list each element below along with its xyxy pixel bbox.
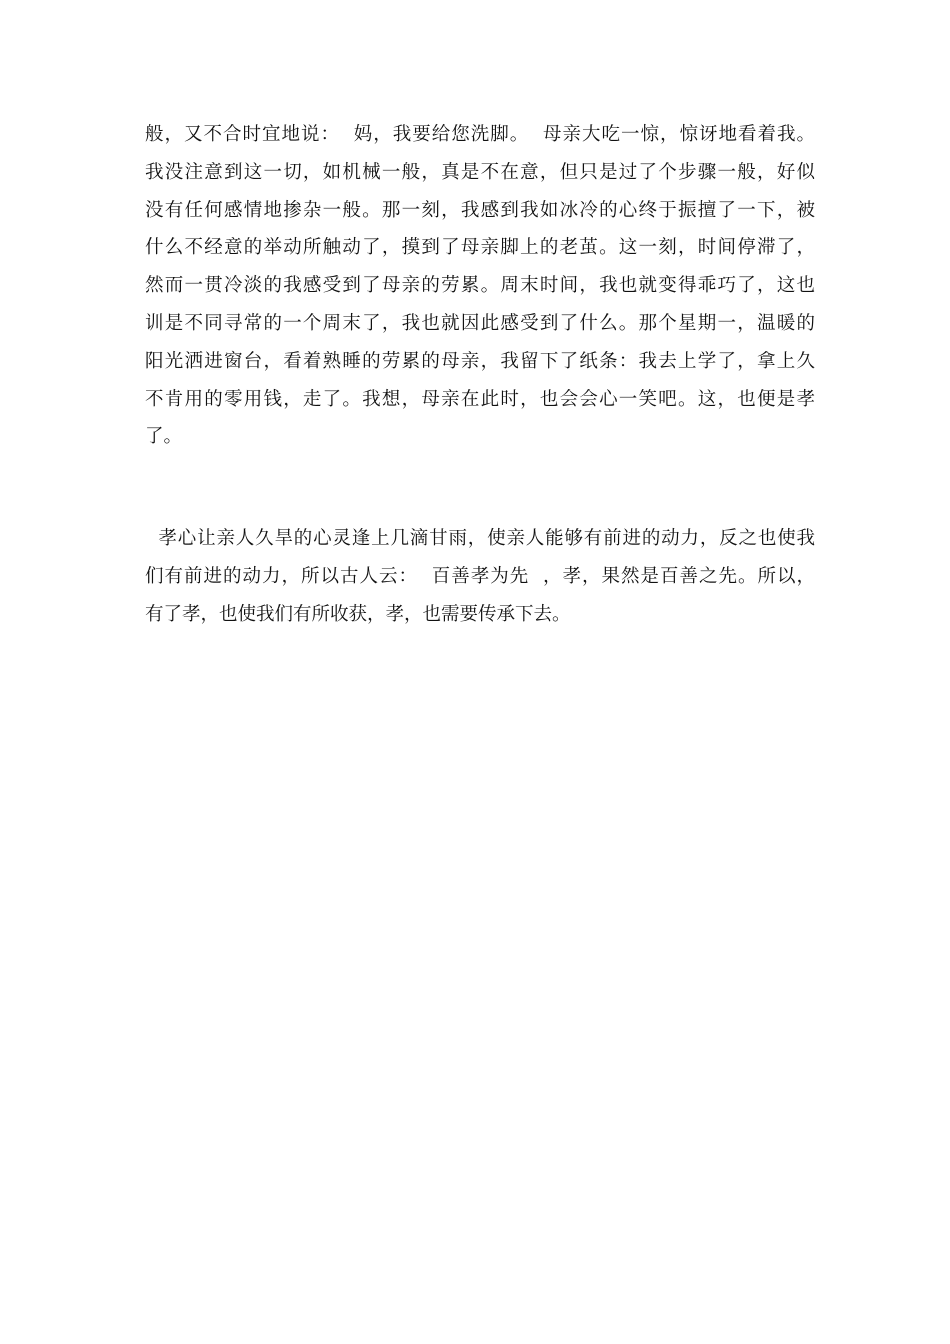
paragraph-line: 般，又不合时宜地说： 妈，我要给您洗脚。 母亲大吃一惊，惊讶地看着我。 bbox=[145, 124, 815, 145]
paragraph-line: 然而一贯冷淡的我感受到了母亲的劳累。周末时间，我也就变得乖巧了，这也 bbox=[145, 275, 815, 297]
paragraph-line: 孝心让亲人久旱的心灵逢上几滴甘雨，使亲人能够有前进的动力，反之也使我 bbox=[145, 528, 815, 549]
paragraph-line: 没有任何感情地掺杂一般。那一刻，我感到我如冰冷的心终于振擅了一下，被 bbox=[145, 199, 815, 221]
paragraph-line: 有了孝，也使我们有所收获，孝，也需要传承下去。 bbox=[145, 603, 571, 625]
paragraph-line: 阳光洒进窗台，看着熟睡的劳累的母亲，我留下了纸条：我去上学了，拿上久 bbox=[145, 350, 815, 372]
paragraph-1 bbox=[145, 116, 815, 456]
paragraph-line: 了。 bbox=[145, 426, 183, 448]
paragraph-line: 们有前进的动力，所以古人云： 百善孝为先 ，孝，果然是百善之先。所以， bbox=[145, 565, 815, 587]
paragraph-line: 不肯用的零用钱，走了。我想，母亲在此时，也会会心一笑吧。这，也便是孝 bbox=[145, 388, 815, 410]
paragraph-line: 我没注意到这一切，如机械一般，真是不在意，但只是过了个步骤一般，好似 bbox=[145, 161, 815, 183]
paragraph-line: 训是不同寻常的一个周末了，我也就因此感受到了什么。那个星期一，温暖的 bbox=[145, 312, 815, 334]
paragraph-2 bbox=[145, 520, 815, 633]
paragraph-line: 什么不经意的举动所触动了，摸到了母亲脚上的老茧。这一刻，时间停滞了， bbox=[145, 237, 815, 259]
